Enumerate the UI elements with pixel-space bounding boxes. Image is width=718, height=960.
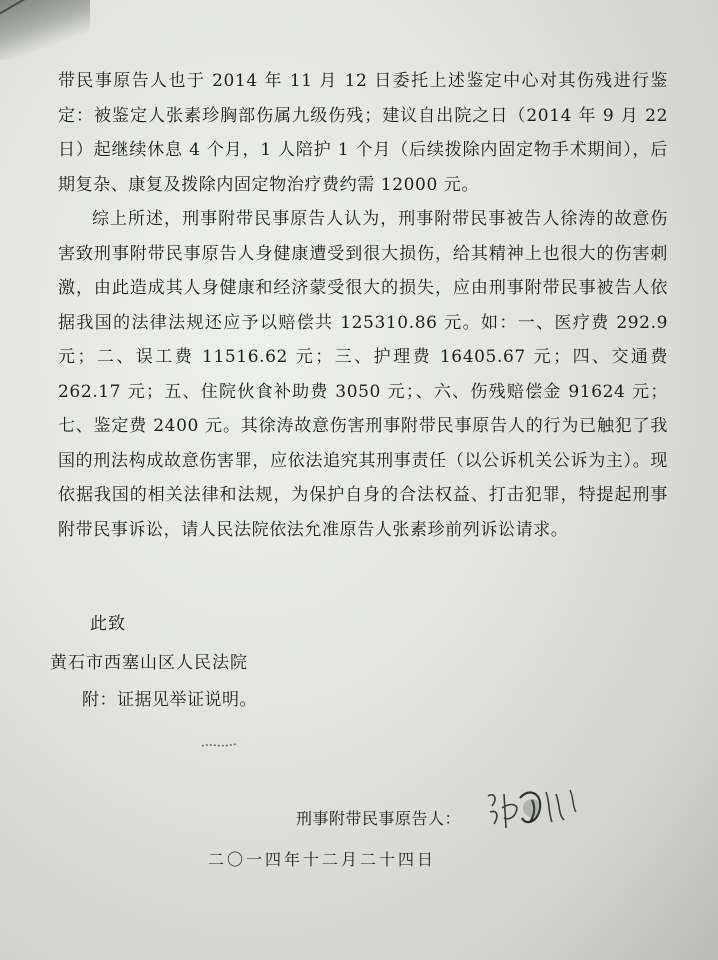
paragraph-summary: 综上所述，刑事附带民事原告人认为，刑事附带民事被告人徐涛的故意伤害致刑事附带民事原告人身健康遭受到很大损伤，给其精神上也很大的伤害刺激，由此造成其人身健康和经济蒙受很大的损失，应由刑事附带民事被告人依据我国的法律法规还应予以赔偿共 125310.86 元。如：一、医疗费 292.9 元；二、误工费 11516.62 元；三、护理费 16405.67 元；四、交通费 262.17 元；五、住院伙食补助费 3050 元；、六、伤残赔偿金 91624 元；七、鉴定费 2400 元。其徐涛故意伤害刑事附带民事原告人的行为已触犯了我国的刑法构成故意伤害罪，应依法追究其刑事责任（以公诉机关公诉为主）。现依据我国的相关法律和法规，为保护自身的合法权益、打击犯罪，特提起刑事附带民事诉讼，请人民法院依法允准原告人张素珍前列诉讼请求。 — [58, 209, 668, 540]
document-date: 二〇一四年十二月二十四日 — [208, 850, 437, 869]
document-body — [58, 64, 668, 547]
court-name: 黄石市西塞山区人民法院 — [50, 653, 248, 673]
paragraph-appraisal: 带民事原告人也于 2014 年 11 月 12 日委托上述鉴定中心对其伤残进行鉴定：被鉴定人张素珍胸部伤属九级伤残；建议自出院之日（2014 年 9 月 22 日）起继续休息 4 个月，1 人陪护 1 个月（后续拨除内固定物手术期间），后期复杂、康复及拨除内固定物治疗费约需 12000 元。 — [58, 71, 668, 195]
attachment-note: 附：证据见举证说明。 — [82, 690, 257, 710]
page-shadow — [0, 0, 90, 60]
plaintiff-label: 刑事附带民事原告人： — [296, 809, 462, 828]
handwritten-signature — [480, 778, 590, 838]
ink-smudge — [200, 740, 240, 750]
salutation: 此致 — [90, 614, 126, 634]
